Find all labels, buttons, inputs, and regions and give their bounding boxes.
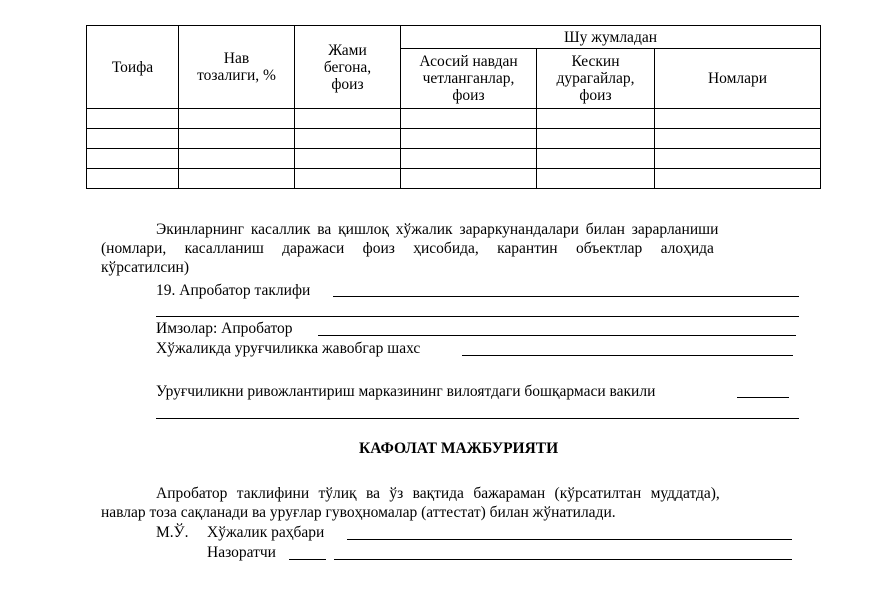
header-purity: Нав тозалиги, % — [179, 26, 295, 109]
disease-paragraph-line1: Экинларнинг касаллик ва қишлоқ хўжалик зараркунандалари билан зарарланиши — [156, 221, 719, 238]
table-row — [87, 169, 821, 189]
regional-rep-label: Уруғчиликни ривожлантириш марказининг вилоятдаги бошқармаси вакили — [156, 383, 656, 400]
farm-head-label: Хўжалик раҳбари — [207, 524, 325, 541]
table-row — [87, 129, 821, 149]
stamp-label: М.Ў. — [156, 524, 189, 541]
quality-table — [86, 25, 821, 189]
header-impurity: Жами бегона, фоиз — [295, 26, 401, 109]
guarantee-paragraph-line1: Апробатор таклифини тўлиқ ва ўз вақтида бажараман (кўрсатилтан муддатда), — [156, 485, 720, 502]
regional-rep-line-2 — [156, 418, 799, 419]
approbator-signature-line — [318, 335, 796, 336]
header-category: Тоифа — [87, 26, 179, 109]
signatures-label: Имзолар: Апробатор — [156, 320, 293, 337]
table-row — [87, 149, 821, 169]
approbator-proposal-line — [333, 296, 799, 297]
controller-line-short — [289, 559, 326, 560]
farm-head-line — [347, 539, 792, 540]
header-including: Шу жумладан — [401, 26, 821, 49]
controller-line — [334, 559, 792, 560]
farm-responsible-line — [462, 355, 793, 356]
guarantee-title: КАФОЛАТ МАЖБУРИЯТИ — [359, 440, 559, 457]
approbator-proposal-label: 19. Апробатор таклифи — [156, 282, 311, 299]
controller-label: Назоратчи — [207, 544, 276, 561]
guarantee-paragraph-line2: навлар тоза сақланади ва уруғлар гувоҳномалар (аттестат) билан жўнатилади. — [101, 504, 616, 521]
approbator-proposal-line-2 — [156, 316, 799, 317]
regional-rep-line — [737, 397, 789, 398]
farm-responsible-label: Хўжаликда уруғчиликка жавобгар шахс — [156, 340, 421, 357]
table-row — [87, 109, 821, 129]
disease-paragraph-line3: кўрсатилсин) — [101, 259, 190, 276]
header-main-variety: Асосий навдан четланганлар, фоиз — [401, 49, 537, 109]
disease-paragraph-line2: (номлари, касалланиш даражаси фоиз ҳисобида, карантин объектлар алоҳида — [101, 240, 714, 257]
header-sharp-varieties: Кескин дурагайлар, фоиз — [537, 49, 655, 109]
header-names: Номлари — [655, 49, 821, 109]
